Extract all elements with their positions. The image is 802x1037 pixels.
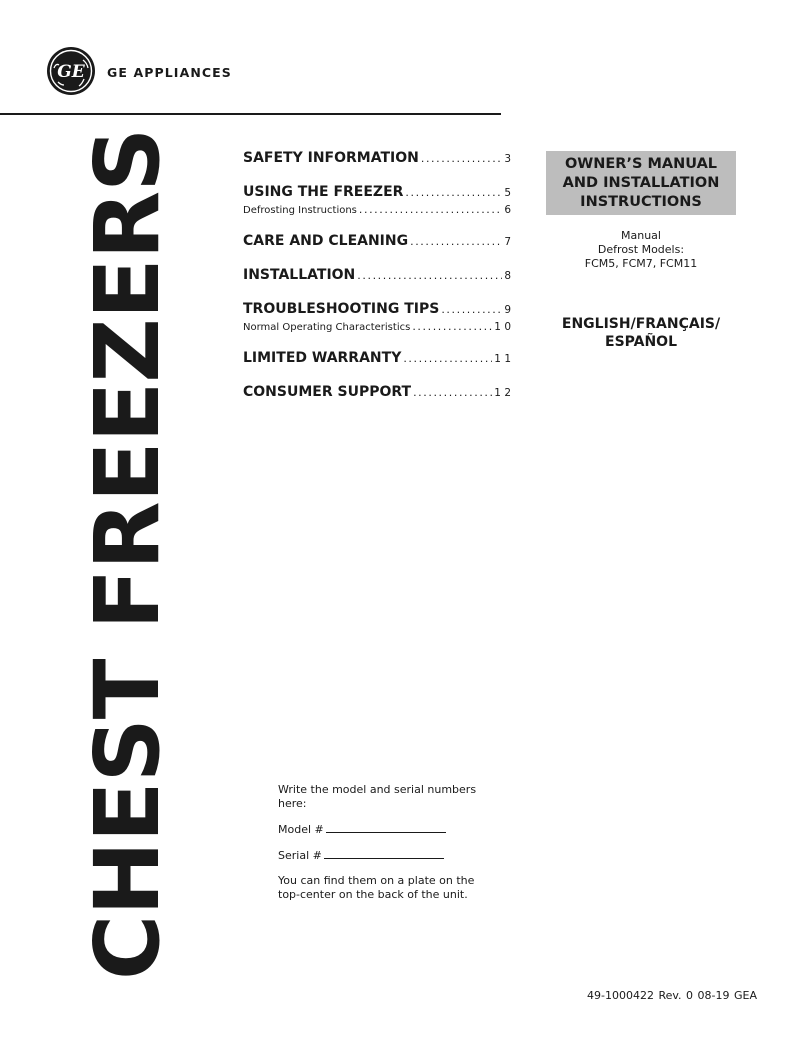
toc-group [243,266,511,285]
toc-subentry-page: 1 0 [494,321,511,333]
manual-title-line-1: OWNER’S MANUAL [564,155,718,172]
toc-entry [243,300,511,319]
toc-subentry-page: 6 [504,204,511,216]
serial-number-section [278,783,498,913]
models-line-2: Defrost Models: [597,243,685,256]
toc-leader [411,384,492,402]
manual-title-box [546,151,736,215]
toc-entry-page: 8 [504,270,511,282]
toc-entry-page: 3 [504,153,511,165]
toc-entry-page: 1 1 [494,353,511,365]
toc-subentry [243,320,511,334]
toc-group [243,349,511,368]
toc-entry-title: INSTALLATION [243,267,356,283]
serial-number-label: Serial # [278,849,322,862]
toc-leader [419,150,502,168]
toc-entry-page: 9 [504,304,511,316]
manual-title-line-3: INSTRUCTIONS [580,193,702,210]
manual-title-line-2: AND INSTALLATION [562,174,720,191]
toc-leader [408,233,502,251]
toc-entry [243,149,511,168]
header-divider [0,113,501,115]
toc-entry-title: CARE AND CLEANING [243,233,409,249]
toc-group [243,232,511,251]
toc-entry-title: TROUBLESHOOTING TIPS [243,301,440,317]
languages-line-1: ENGLISH/FRANÇAIS/ [561,316,721,332]
toc-entry-page: 5 [504,187,511,199]
toc-entry-title: LIMITED WARRANTY [243,350,402,366]
toc-leader [357,203,502,216]
toc-entry-title: SAFETY INFORMATION [243,150,419,166]
model-number-label: Model # [278,823,324,836]
toc-leader [410,320,492,333]
toc-leader [355,267,502,285]
toc-group [243,183,511,217]
toc-entry-page: 7 [504,236,511,248]
toc-entry [243,383,511,402]
brand-name: GE APPLIANCES [107,65,232,80]
toc-entry [243,183,511,202]
table-of-contents [243,149,511,417]
toc-subentry-title: Normal Operating Characteristics [243,322,411,333]
toc-leader [403,184,502,202]
serial-intro: Write the model and serial numbers here: [278,783,477,810]
language-list [546,315,736,351]
serial-location-note: You can find them on a plate on the top-center on the back of the unit. [278,874,475,901]
page-title: CHEST FREEZERS [75,128,179,980]
toc-entry [243,349,511,368]
ge-logo-icon [46,46,96,96]
toc-entry [243,266,511,285]
toc-leader [401,350,492,368]
toc-entry-page: 1 2 [494,387,511,399]
toc-subentry-title: Defrosting Instructions [243,205,357,216]
languages-line-2: ESPAÑOL [605,334,677,350]
serial-number-blank [324,848,444,859]
serial-number-line [278,848,498,863]
toc-leader [439,301,502,319]
toc-entry [243,232,511,251]
toc-entry-title: CONSUMER SUPPORT [243,384,412,400]
document-number: 49-1000422 Rev. 0 08-19 GEA [587,989,757,1002]
models-line-1: Manual [621,229,661,242]
model-number-line [278,822,498,837]
models-line-3: FCM5, FCM7, FCM11 [584,257,698,270]
ge-logo-text: GE [57,62,85,82]
toc-subentry [243,203,511,217]
toc-entry-title: USING THE FREEZER [243,184,404,200]
toc-group [243,300,511,334]
model-number-blank [326,822,446,833]
toc-group [243,149,511,168]
model-list [546,229,736,271]
toc-group [243,383,511,402]
